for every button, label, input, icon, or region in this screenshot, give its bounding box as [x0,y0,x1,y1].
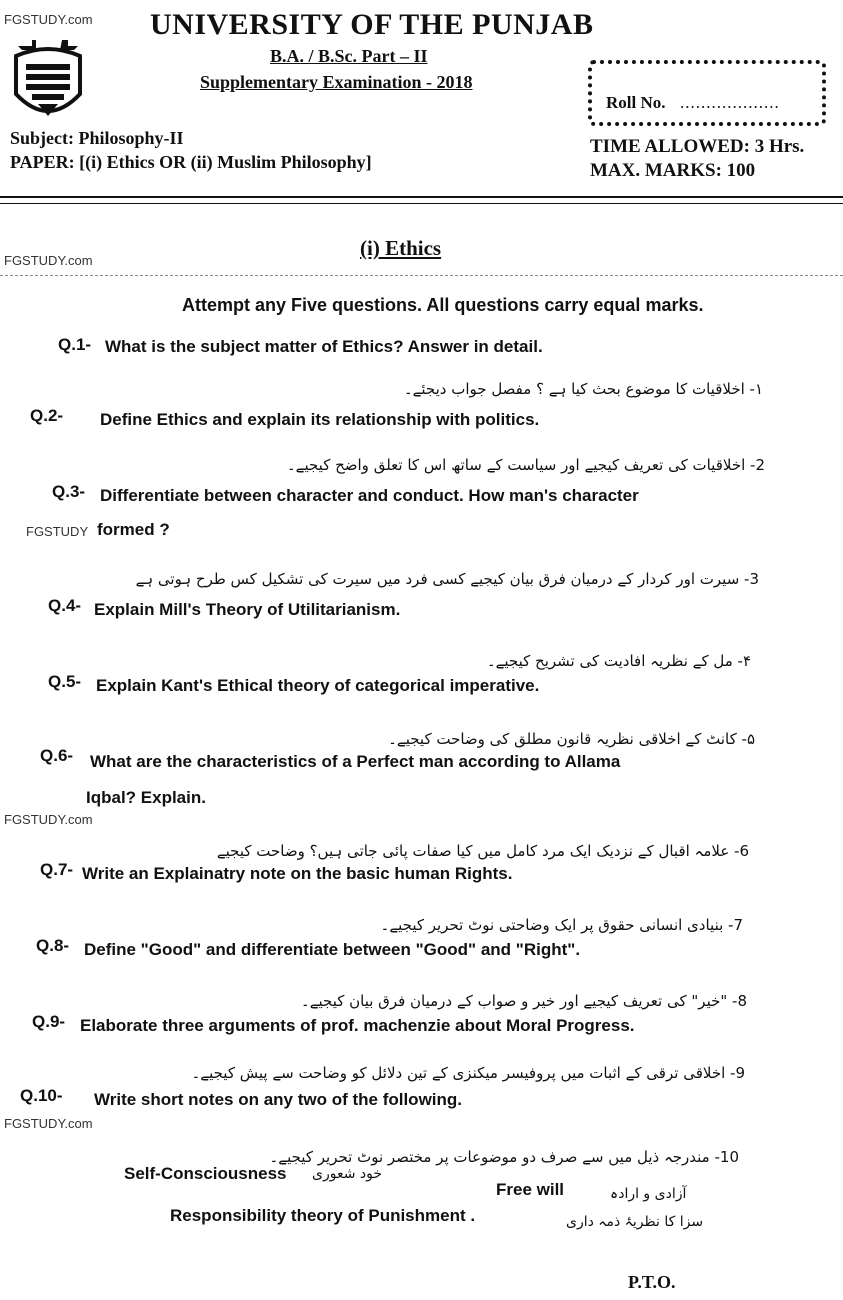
q4-label: Q.4- [48,596,82,615]
q1-text: What is the subject matter of Ethics? Answer in detail. [105,337,543,356]
q7-urdu: 7- بنیادی انسانی حقوق پر ایک وضاحتی نوٹ تحریر کیجیے۔ [380,916,743,934]
time-allowed: TIME ALLOWED: 3 Hrs. [590,136,805,157]
watermark-q6: FGSTUDY.com [4,812,93,827]
watermark-section: FGSTUDY.com [4,253,93,268]
q9-text: Elaborate three arguments of prof. machenzie about Moral Progress. [80,1016,635,1035]
page-turn-over: P.T.O. [628,1272,676,1292]
q3-text-line1: Differentiate between character and conduct. How man's character [100,486,639,505]
q5-text: Explain Kant's Ethical theory of categorical imperative. [96,676,540,695]
q3-urdu: 3- سیرت اور کردار کے درمیان فرق بیان کیجیے کسی فرد میں سیرت کی تشکیل کس طرح ہوتی ہے [135,570,759,588]
q5-urdu: ۵- کانٹ کے اخلاقی نظریہ قانون مطلق کی وضاحت کیجیے۔ [388,730,755,748]
q3-text-line2: formed ? [97,520,170,539]
watermark-top: FGSTUDY.com [4,12,93,27]
q4-text: Explain Mill's Theory of Utilitarianism. [94,600,401,619]
section-title: (i) Ethics [360,236,442,260]
roll-number-label: Roll No. [606,93,666,112]
section-divider [0,275,843,276]
option-responsibility-urdu: سزا کا نظریۂ ذمہ داری [566,1214,704,1230]
q10-text: Write short notes on any two of the following. [94,1090,463,1109]
q10-label: Q.10- [20,1086,63,1105]
q9-label: Q.9- [32,1012,66,1031]
university-title: UNIVERSITY OF THE PUNJAB [150,8,594,41]
q2-urdu: 2- اخلاقیات کی تعریف کیجیے اور سیاست کے ساتھ اس کا تعلق واضح کیجیے۔ [286,456,765,474]
subject-label: Subject: Philosophy-II [10,128,184,148]
q1-label: Q.1- [58,335,92,354]
option-self-consciousness-urdu: خود شعوری [312,1166,383,1182]
q6-urdu: 6- علامہ اقبال کے نزدیک ایک مرد کامل میں کیا صفات پائی جاتی ہیں؟ وضاحت کیجیے [216,842,749,860]
q2-text: Define Ethics and explain its relationship with politics. [100,410,540,429]
paper-label: PAPER: [(i) Ethics OR (ii) Muslim Philosophy] [10,152,372,172]
option-free-will-urdu: آزادی و ارادہ [610,1186,687,1202]
option-self-consciousness: Self-Consciousness [124,1164,287,1183]
q9-urdu: 9- اخلاقی ترقی کے اثبات میں پروفیسر میکنزی کے تین دلائل کو وضاحت سے پیش کیجیے۔ [191,1064,745,1082]
instructions: Attempt any Five questions. All questions carry equal marks. [182,295,704,315]
q1-urdu: ۱- اخلاقیات کا موضوع بحث کیا ہے ؟ مفصل جواب دیجئے۔ [403,380,763,398]
q8-urdu: 8- "خیر" کی تعریف کیجیے اور خیر و صواب کے درمیان فرق بیان کیجیے۔ [300,992,747,1010]
header-divider [0,196,843,198]
roll-number-blank: ................... [680,93,780,112]
q2-label: Q.2- [30,406,64,425]
exam-label: Supplementary Examination - 2018 [200,72,473,92]
q7-text: Write an Explainatry note on the basic human Rights. [82,864,513,883]
header-divider-thin [0,203,843,204]
watermark-q3: FGSTUDY [26,524,89,539]
watermark-q10: FGSTUDY.com [4,1116,93,1131]
q7-label: Q.7- [40,860,74,879]
q10-urdu: 10- مندرجہ ذیل میں سے صرف دو موضوعات پر مختصر نوٹ تحریر کیجیے۔ [269,1148,739,1166]
q8-label: Q.8- [36,936,70,955]
q6-label: Q.6- [40,746,74,765]
q5-label: Q.5- [48,672,82,691]
option-responsibility: Responsibility theory of Punishment . [170,1206,476,1225]
q3-label: Q.3- [52,482,86,501]
university-crest-logo [12,36,84,126]
q6-text-line2: Iqbal? Explain. [86,788,206,807]
max-marks: MAX. MARKS: 100 [590,160,756,181]
option-free-will: Free will [496,1180,565,1199]
degree-label: B.A. / B.Sc. Part – II [270,46,428,66]
q8-text: Define "Good" and differentiate between "Good" and "Right". [84,940,581,959]
q6-text-line1: What are the characteristics of a Perfect man according to Allama [90,752,621,771]
q4-urdu: ۴- مل کے نظریہ افادیت کی تشریح کیجیے۔ [486,652,751,670]
